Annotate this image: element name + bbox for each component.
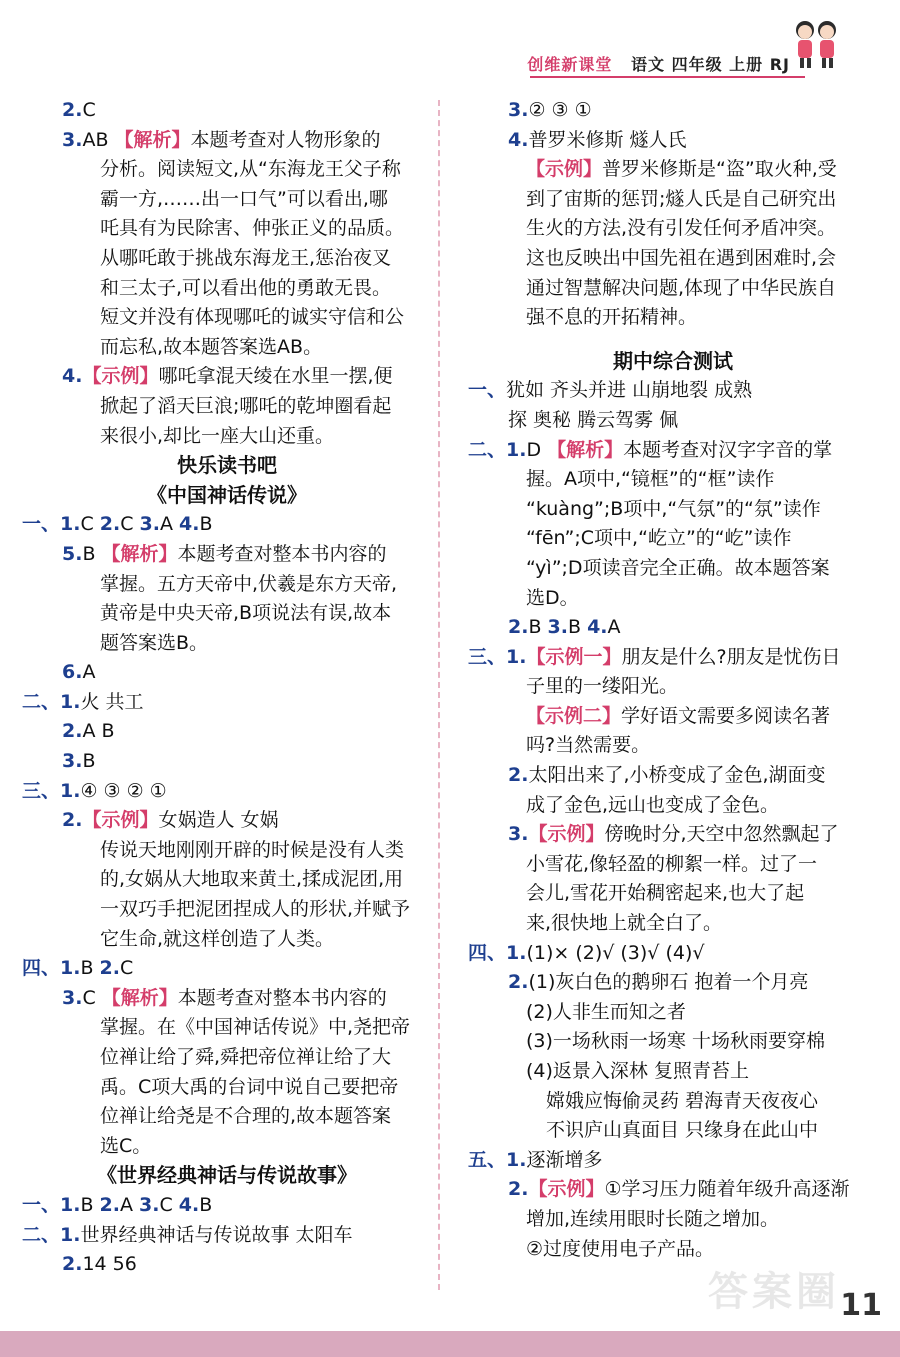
answer-line xyxy=(22,303,432,333)
answer-line xyxy=(22,777,432,807)
answer-line xyxy=(22,274,432,304)
question-number: 2. xyxy=(99,513,121,536)
question-number: 3. xyxy=(62,750,83,773)
analysis-tag: 【示例】 xyxy=(526,158,603,181)
answer-text: 普罗米修斯 燧人氏 xyxy=(528,128,687,151)
answer-line xyxy=(468,1087,878,1117)
answer-line xyxy=(22,126,432,156)
answer-line xyxy=(468,1116,878,1146)
answer-line xyxy=(22,96,432,126)
answer-line xyxy=(468,554,878,584)
answer-text: 强不息的开拓精神。 xyxy=(526,306,698,329)
subject-grade: 语文 四年级 上册 RJ xyxy=(631,55,790,74)
answer-text: 位禅让给尧是不合理的,故本题答案 xyxy=(100,1105,392,1128)
answer-text: A xyxy=(119,1193,140,1216)
answer-line xyxy=(22,865,432,895)
answer-text: “kuàng”;B项中,“气氛”的“氛”读作 xyxy=(526,497,821,520)
answer-text: 掌握。在《中国神话传说》中,尧把帝 xyxy=(100,1016,411,1039)
question-number: 一、 xyxy=(468,379,507,402)
answer-line xyxy=(468,465,878,495)
question-number: 二、1. xyxy=(468,438,527,461)
answer-line xyxy=(22,717,432,747)
answer-text: 握。A项中,“镜框”的“框”读作 xyxy=(526,468,775,491)
question-number: 五、1. xyxy=(468,1148,527,1171)
answer-line xyxy=(22,1073,432,1103)
answer-line xyxy=(22,658,432,688)
answer-line xyxy=(468,761,878,791)
question-number: 5. xyxy=(62,542,83,565)
answer-line xyxy=(468,1027,878,1057)
column-divider xyxy=(438,100,440,1290)
answer-line xyxy=(468,879,878,909)
answer-line xyxy=(22,688,432,718)
answer-text: 成了金色,远山也变成了金色。 xyxy=(526,793,780,816)
answer-line xyxy=(22,747,432,777)
question-number: 4. xyxy=(62,365,83,388)
answer-line xyxy=(468,968,878,998)
answer-text: “yì”;D项读音完全正确。故本题答案 xyxy=(526,556,830,579)
answer-line xyxy=(468,436,878,466)
answer-line xyxy=(22,244,432,274)
answer-text: C xyxy=(159,1193,179,1216)
question-number: 3. xyxy=(62,128,83,151)
answer-line xyxy=(22,984,432,1014)
answer-text: 一双巧手把泥团捏成人的形状,并赋予 xyxy=(100,898,411,921)
answer-text: 会儿,雪花开始稠密起来,也大了起 xyxy=(526,882,805,905)
answer-line xyxy=(468,850,878,880)
answer-text: 分析。阅读短文,从“东海龙王父子称 xyxy=(100,158,401,181)
analysis-tag: 【解析】 xyxy=(547,438,624,461)
analysis-tag: 【示例】 xyxy=(528,823,605,846)
analysis-tag: 【示例一】 xyxy=(526,645,622,668)
question-number: 2. xyxy=(508,971,529,994)
answer-text: B xyxy=(528,616,548,639)
section-heading: 《世界经典神话与传说故事》 xyxy=(97,1163,357,1188)
answer-text: 不识庐山真面目 只缘身在此山中 xyxy=(546,1119,819,1142)
answer-text: A xyxy=(82,661,96,684)
answer-line xyxy=(468,613,878,643)
question-number: 2. xyxy=(508,764,529,787)
question-number: 3. xyxy=(139,513,160,536)
answer-line xyxy=(22,629,432,659)
answer-text: 禹。C项大禹的台词中说自己要把帝 xyxy=(100,1075,399,1098)
answer-text: 选C。 xyxy=(100,1134,152,1157)
question-number: 一、1. xyxy=(22,1193,81,1216)
question-number: 二、1. xyxy=(22,690,81,713)
brand-name: 创维新课堂 xyxy=(527,55,613,74)
answer-line xyxy=(468,1146,878,1176)
answer-text: ②过度使用电子产品。 xyxy=(526,1237,715,1260)
answer-line xyxy=(22,1132,432,1162)
analysis-tag: 【示例】 xyxy=(82,809,159,832)
answer-line xyxy=(22,1191,432,1221)
answer-text: 从哪吒敢于挑战东海龙王,惩治夜叉 xyxy=(100,246,392,269)
answer-text: 犹如 齐头并进 山崩地裂 成熟 xyxy=(506,379,753,402)
answer-line xyxy=(468,820,878,850)
answer-line xyxy=(468,406,878,436)
answer-text: 吗?当然需要。 xyxy=(526,734,651,757)
question-number: 3. xyxy=(508,99,529,121)
answer-line xyxy=(468,376,878,406)
answer-text: 它生命,就这样创造了人类。 xyxy=(100,927,335,950)
answer-line xyxy=(468,998,878,1028)
answer-line xyxy=(468,672,878,702)
answer-line xyxy=(22,836,432,866)
answer-line xyxy=(468,731,878,761)
question-number: 4. xyxy=(508,128,529,151)
answer-line xyxy=(468,643,878,673)
answer-text: 普罗米修斯是“盗”取火种,受 xyxy=(602,158,837,181)
answer-line xyxy=(468,1057,878,1087)
section-heading: 期中综合测试 xyxy=(613,348,733,373)
question-number: 2. xyxy=(508,616,529,639)
analysis-tag: 【示例】 xyxy=(528,1178,605,1201)
answer-text: 生火的方法,没有引发任何矛盾冲突。 xyxy=(526,217,837,240)
answer-text: C xyxy=(119,957,134,980)
answer-line xyxy=(22,1250,432,1280)
answer-text: 掌握。五方天帝中,伏羲是东方天帝, xyxy=(100,572,398,595)
header-title xyxy=(527,52,790,75)
spacer xyxy=(468,333,878,347)
answer-text: 傍晚时分,天空中忽然飘起了 xyxy=(604,823,839,846)
page-number: 11 xyxy=(840,1288,882,1323)
answer-line xyxy=(22,954,432,984)
answer-line xyxy=(468,244,878,274)
answer-text: 题答案选B。 xyxy=(100,631,209,654)
answer-line xyxy=(22,422,432,452)
answer-text: (1)灰白色的鹅卵石 抱着一个月亮 xyxy=(528,971,809,994)
answer-line xyxy=(22,806,432,836)
watermark: 答案圈 xyxy=(708,1269,840,1315)
answer-text: 本题考查对整本书内容的 xyxy=(177,542,387,565)
answer-text: (4)返景入深林 复照青苔上 xyxy=(526,1060,749,1082)
answer-text: ② ③ ① xyxy=(528,99,592,121)
answer-line xyxy=(22,214,432,244)
answer-line xyxy=(468,791,878,821)
answer-text: C xyxy=(80,513,100,536)
question-number: 3. xyxy=(139,1193,160,1216)
answer-text: 短文并没有体现哪吒的诚实守信和公 xyxy=(100,306,405,329)
answer-text: B xyxy=(80,1193,100,1216)
answer-text: A xyxy=(159,513,180,536)
answer-text: 的,女娲从大地取来黄土,揉成泥团,用 xyxy=(100,868,404,891)
answer-text: 增加,连续用眼时长随之增加。 xyxy=(526,1207,780,1230)
answer-text: ①学习压力随着年级升高逐渐 xyxy=(604,1178,850,1201)
children-mascot-icon xyxy=(785,12,845,72)
answer-line xyxy=(468,185,878,215)
answer-line xyxy=(468,939,878,969)
answer-line xyxy=(468,303,878,333)
answer-text: A xyxy=(607,616,621,639)
right-column xyxy=(468,96,878,1264)
left-column xyxy=(22,96,432,1280)
answer-text: 本题考查对汉字字音的掌 xyxy=(623,438,833,461)
answer-text: 嫦娥应悔偷灵药 碧海青天夜夜心 xyxy=(546,1089,819,1112)
question-number: 2. xyxy=(99,1193,120,1216)
answer-line xyxy=(22,895,432,925)
question-number: 2. xyxy=(62,1253,83,1276)
answer-text: 位禅让给了舜,舜把帝位禅让给了大 xyxy=(100,1046,392,1068)
answer-text: 逐渐增多 xyxy=(526,1148,603,1171)
answer-text: 而忘私,故本题答案选AB。 xyxy=(100,335,323,358)
analysis-tag: 【解析】 xyxy=(101,986,178,1009)
answer-line xyxy=(22,1043,432,1073)
answer-line xyxy=(22,510,432,540)
answer-text: 通过智慧解决问题,体现了中华民族自 xyxy=(526,276,837,299)
answer-line xyxy=(468,1175,878,1205)
analysis-tag: 【示例】 xyxy=(82,365,159,388)
question-number: 3. xyxy=(62,986,83,1009)
section-heading: 快乐读书吧 xyxy=(177,453,277,478)
question-number: 四、1. xyxy=(22,957,81,980)
answer-line xyxy=(468,524,878,554)
section-heading: 《中国神话传说》 xyxy=(147,482,307,507)
answer-line xyxy=(22,599,432,629)
answer-text: 这也反映出中国先祖在遇到困难时,会 xyxy=(526,246,837,269)
answer-text: B xyxy=(199,513,213,536)
answer-line xyxy=(22,333,432,363)
answer-text: ④ ③ ② ① xyxy=(80,779,167,802)
answer-line xyxy=(22,362,432,392)
answer-text: 子里的一缕阳光。 xyxy=(526,675,679,698)
answer-text: 小雪花,像轻盈的柳絮一样。过了一 xyxy=(526,852,818,875)
answer-text: B xyxy=(82,750,96,773)
answer-text: (1)× (2)√ (3)√ (4)√ xyxy=(526,941,705,964)
answer-text: 太阳出来了,小桥变成了金色,湖面变 xyxy=(528,764,826,787)
question-number: 2. xyxy=(62,809,83,832)
answer-text: B xyxy=(567,616,588,639)
answer-line xyxy=(468,909,878,939)
answer-text: 本题考查对整本书内容的 xyxy=(177,986,387,1009)
answer-text: 黄帝是中央天帝,B项说法有误,故本 xyxy=(100,602,392,625)
question-number: 三、1. xyxy=(22,779,81,802)
answer-text: 朋友是什么?朋友是忧伤日 xyxy=(621,645,841,668)
answer-text: 来很小,却比一座大山还重。 xyxy=(100,424,335,447)
question-number: 4. xyxy=(179,513,200,536)
answer-line xyxy=(22,185,432,215)
page-header xyxy=(0,0,900,80)
answer-text: 霸一方,……出一口气”可以看出,哪 xyxy=(100,187,388,210)
question-number: 2. xyxy=(99,957,120,980)
answer-line xyxy=(22,925,432,955)
answer-line xyxy=(22,570,432,600)
answer-text: 世界经典神话与传说故事 太阳车 xyxy=(80,1223,353,1246)
question-number: 2. xyxy=(62,720,83,743)
answer-text: 学好语文需要多阅读名著 xyxy=(621,704,831,727)
question-number: 2. xyxy=(508,1178,529,1201)
answer-text: 来,很快地上就全白了。 xyxy=(526,912,723,935)
answer-text: (2)人非生而知之者 xyxy=(526,1000,686,1023)
header-rule xyxy=(530,76,805,78)
answer-text: 哪吒拿混天绫在水里一摆,便 xyxy=(158,365,393,388)
answer-line xyxy=(468,702,878,732)
answer-line xyxy=(22,392,432,422)
question-number: 6. xyxy=(62,661,83,684)
answer-line xyxy=(22,540,432,570)
answer-line xyxy=(468,1205,878,1235)
answer-text: A B xyxy=(82,720,115,743)
question-number: 二、1. xyxy=(22,1223,81,1246)
answer-text: B xyxy=(199,1193,213,1216)
answer-line xyxy=(468,584,878,614)
answer-text: 女娲造人 女娲 xyxy=(158,809,279,832)
answer-line xyxy=(22,1013,432,1043)
answer-line xyxy=(468,96,878,126)
question-number: 一、1. xyxy=(22,513,81,536)
answer-line xyxy=(468,495,878,525)
answer-text: C xyxy=(120,513,140,536)
answer-text: 传说天地刚刚开辟的时候是没有人类 xyxy=(100,838,405,861)
question-number: 四、1. xyxy=(468,941,527,964)
answer-text: C xyxy=(82,986,102,1009)
answer-text: 掀起了滔天巨浪;哪吒的乾坤圈看起 xyxy=(100,394,392,417)
answer-text: B xyxy=(82,542,102,565)
answer-text: “fēn”;C项中,“屹立”的“屹”读作 xyxy=(526,527,792,550)
answer-text: 14 56 xyxy=(82,1253,137,1276)
question-number: 4. xyxy=(178,1193,200,1216)
analysis-tag: 【示例二】 xyxy=(526,704,622,727)
answer-text: 选D。 xyxy=(526,586,579,609)
footer-band xyxy=(0,1331,900,1357)
answer-text: 火 共工 xyxy=(80,690,144,713)
answer-line xyxy=(468,126,878,156)
question-number: 3. xyxy=(508,823,529,846)
answer-line xyxy=(22,1102,432,1132)
answer-text: 和三太子,可以看出他的勇敢无畏。 xyxy=(100,276,392,299)
answer-text: AB xyxy=(82,128,115,151)
analysis-tag: 【解析】 xyxy=(101,542,178,565)
answer-text: D xyxy=(526,438,548,461)
analysis-tag: 【解析】 xyxy=(114,128,191,151)
answer-line xyxy=(468,274,878,304)
answer-text: 本题考查对人物形象的 xyxy=(190,128,381,151)
question-number: 4. xyxy=(587,616,608,639)
answer-text: 到了宙斯的惩罚;燧人氏是自己研究出 xyxy=(526,187,837,210)
answer-text: 探 奥秘 腾云驾雾 佩 xyxy=(508,408,679,431)
answer-text: B xyxy=(80,957,100,980)
answer-text: (3)一场秋雨一场寒 十场秋雨要穿棉 xyxy=(526,1030,825,1053)
question-number: 3. xyxy=(547,616,568,639)
question-number: 2. xyxy=(62,99,83,121)
answer-line xyxy=(22,155,432,185)
answer-line xyxy=(22,1221,432,1251)
question-number: 三、1. xyxy=(468,645,527,668)
answer-line xyxy=(468,214,878,244)
answer-text: C xyxy=(82,99,96,121)
answer-text: 吒具有为民除害、伸张正义的品质。 xyxy=(100,217,405,240)
answer-line xyxy=(468,155,878,185)
